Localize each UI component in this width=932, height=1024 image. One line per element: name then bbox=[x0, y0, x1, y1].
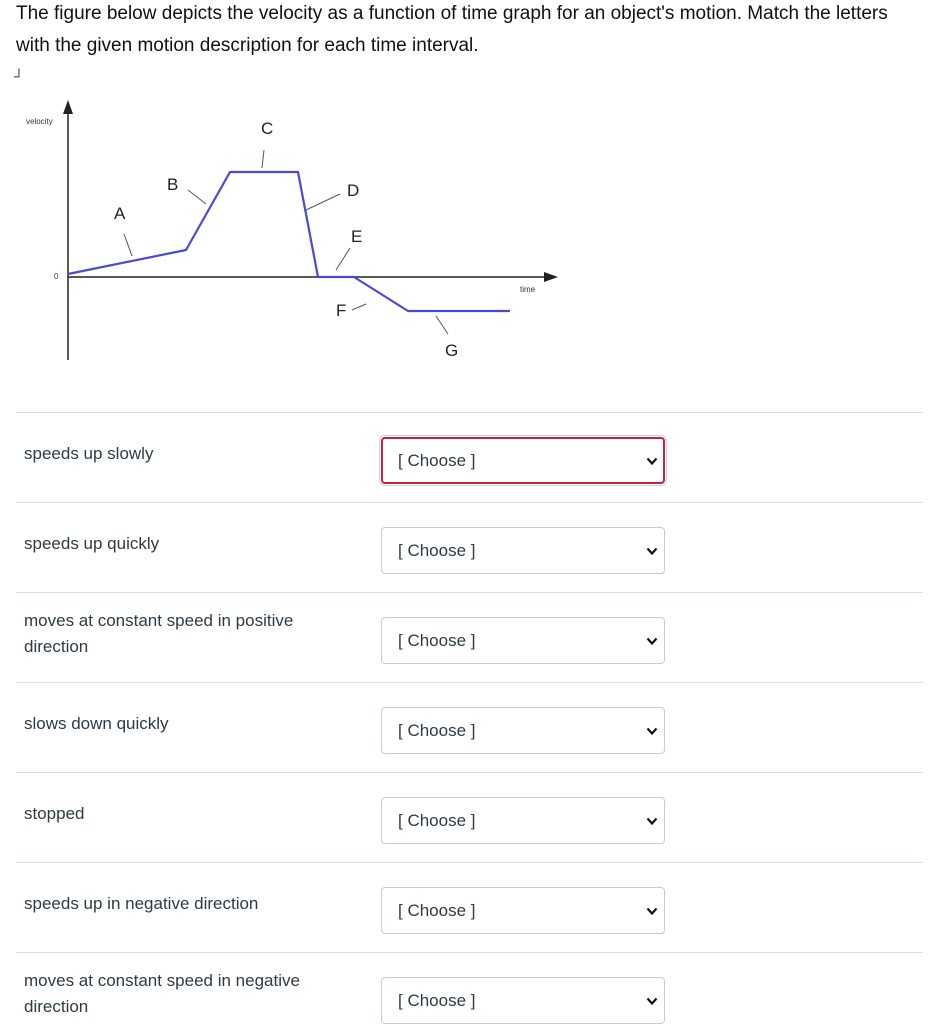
segment-label-f: F bbox=[336, 301, 347, 320]
match-description: slows down quickly bbox=[24, 714, 169, 733]
select-value: [ Choose ] bbox=[398, 631, 476, 650]
chevron-down-icon bbox=[646, 635, 658, 647]
match-row bbox=[16, 772, 923, 862]
select-value: [ Choose ] bbox=[398, 811, 476, 830]
answer-select[interactable] bbox=[381, 437, 665, 484]
match-row bbox=[16, 682, 923, 772]
chevron-down-icon bbox=[646, 725, 658, 737]
x-axis-arrow bbox=[544, 272, 558, 282]
match-description: stopped bbox=[24, 804, 85, 823]
match-description: moves at constant speed in negative direction bbox=[24, 971, 300, 1016]
match-description: speeds up quickly bbox=[24, 534, 160, 553]
select-value: [ Choose ] bbox=[398, 451, 476, 470]
match-row bbox=[16, 592, 923, 682]
answer-select[interactable] bbox=[381, 527, 665, 574]
y-axis-arrow bbox=[63, 100, 73, 114]
pointer-e bbox=[336, 248, 350, 270]
answer-select[interactable] bbox=[381, 707, 665, 754]
chevron-down-icon bbox=[646, 815, 658, 827]
answer-select[interactable] bbox=[381, 797, 665, 844]
pointer-c bbox=[262, 150, 264, 168]
corner-mark: ┘ bbox=[14, 68, 24, 84]
match-description: speeds up in negative direction bbox=[24, 894, 259, 913]
match-row bbox=[16, 862, 923, 952]
answer-select[interactable] bbox=[381, 887, 665, 934]
segment-label-a: A bbox=[114, 204, 126, 223]
chevron-down-icon bbox=[646, 455, 658, 467]
pointer-g bbox=[436, 316, 448, 334]
match-description: moves at constant speed in positive direction bbox=[24, 611, 294, 656]
segment-label-d: D bbox=[347, 181, 360, 200]
select-value: [ Choose ] bbox=[398, 991, 476, 1010]
chevron-down-icon bbox=[646, 905, 658, 917]
segment-label-e: E bbox=[351, 227, 363, 246]
pointer-d bbox=[306, 194, 340, 210]
match-row bbox=[16, 412, 923, 502]
pointer-a bbox=[124, 234, 132, 256]
select-value: [ Choose ] bbox=[398, 721, 476, 740]
match-description: speeds up slowly bbox=[24, 444, 154, 463]
x-axis-label: time bbox=[520, 285, 536, 294]
select-value: [ Choose ] bbox=[398, 541, 476, 560]
velocity-time-graph bbox=[14, 90, 574, 370]
pointer-b bbox=[188, 190, 206, 204]
answer-select[interactable] bbox=[381, 977, 665, 1024]
origin-label: 0 bbox=[54, 272, 59, 281]
segment-label-c: C bbox=[261, 119, 274, 138]
select-value: [ Choose ] bbox=[398, 901, 476, 920]
y-axis-label: velocity bbox=[26, 117, 53, 126]
match-row bbox=[16, 952, 923, 1024]
segment-label-g: G bbox=[445, 341, 459, 360]
match-list bbox=[16, 412, 923, 1024]
segment-label-b: B bbox=[167, 175, 179, 194]
match-row bbox=[16, 502, 923, 592]
chevron-down-icon bbox=[646, 995, 658, 1007]
pointer-f bbox=[352, 304, 366, 310]
chevron-down-icon bbox=[646, 545, 658, 557]
answer-select[interactable] bbox=[381, 617, 665, 664]
question-text: The figure below depicts the velocity as a function of time graph for an object's motion. Match the letters with the given motion description for each time interval. bbox=[16, 3, 888, 56]
velocity-curve bbox=[68, 172, 510, 311]
